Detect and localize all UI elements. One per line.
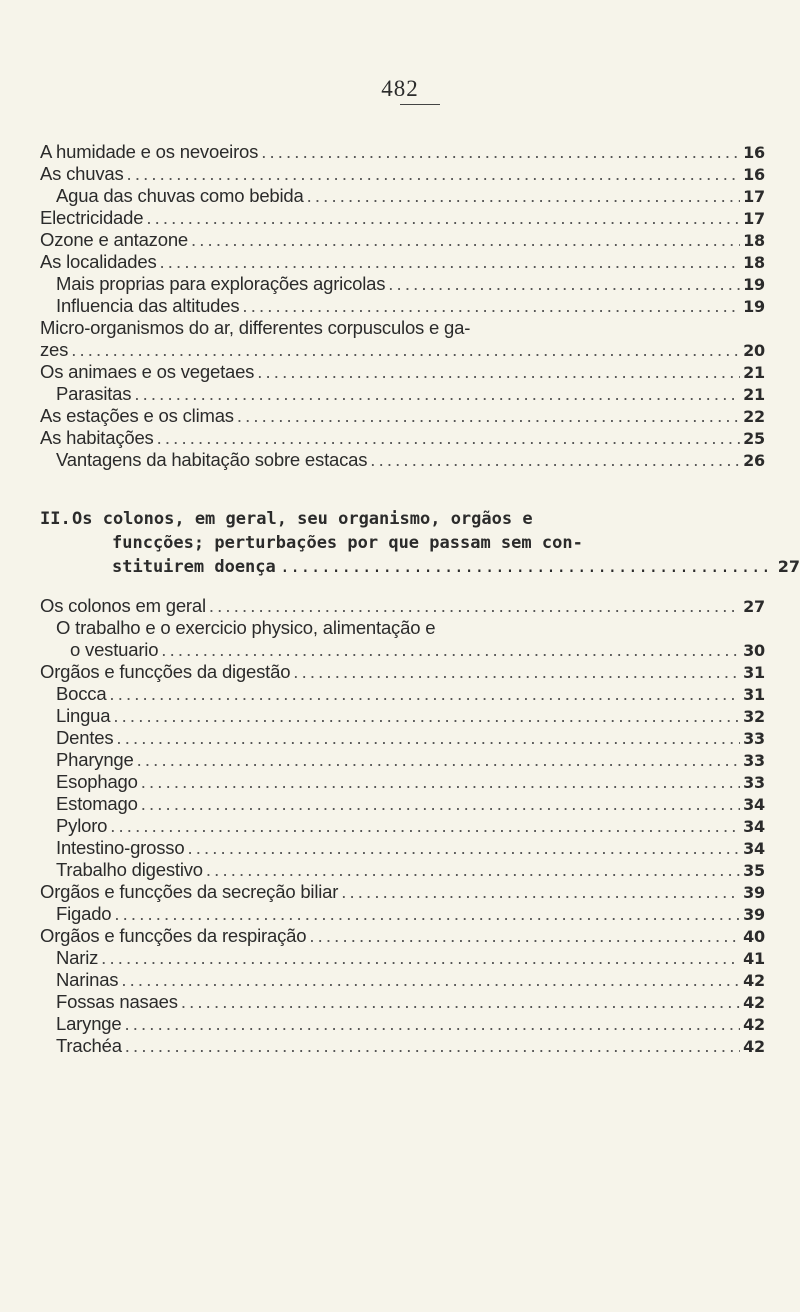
toc-entry-label: O trabalho e o exercicio physico, alimentação e xyxy=(56,617,436,638)
toc-entry xyxy=(40,141,765,163)
leader-dots xyxy=(116,727,740,749)
leader-dots xyxy=(237,405,740,427)
toc-entry-label: Orgãos e funcções da secreção biliar xyxy=(40,881,339,902)
toc-entry xyxy=(56,837,765,859)
toc-entry-label: Micro-organismos do ar, differentes corpusculos e ga- xyxy=(40,317,471,338)
leader-dots xyxy=(161,639,740,661)
leader-dots xyxy=(341,881,740,903)
section-title-line: funcções; perturbações por que passam sem con- xyxy=(112,533,583,553)
section-title-line: stituirem doença xyxy=(112,557,276,577)
leader-dots xyxy=(109,683,740,705)
toc-entry-page: 16 xyxy=(743,165,765,184)
leader-dots xyxy=(141,793,740,815)
toc-entry xyxy=(40,229,765,251)
leader-dots xyxy=(242,295,740,317)
toc-entry-label: Parasitas xyxy=(56,383,132,404)
toc-entry-label: As chuvas xyxy=(40,163,124,184)
toc-entry-label: Os animaes e os vegetaes xyxy=(40,361,255,382)
toc-entry-page: 17 xyxy=(743,209,765,228)
toc-entry-page: 18 xyxy=(743,253,765,272)
toc-entry xyxy=(40,427,765,449)
leader-dots xyxy=(307,185,741,207)
toc-entry-label: Mais proprias para explorações agricolas xyxy=(56,273,386,294)
toc-entry-label: Electricidade xyxy=(40,207,144,228)
toc-entry-label: o vestuario xyxy=(70,639,159,660)
toc-entry xyxy=(56,617,765,639)
toc-entry xyxy=(40,361,765,383)
toc-entry-page: 33 xyxy=(743,729,765,748)
toc-entry-page: 39 xyxy=(743,905,765,924)
section-page: 27 xyxy=(777,557,800,576)
toc-entry xyxy=(70,639,765,661)
leader-dots xyxy=(121,969,740,991)
leader-dots xyxy=(293,661,740,683)
section-heading xyxy=(40,507,800,587)
leader-dots xyxy=(110,815,740,837)
toc-entry xyxy=(56,947,765,969)
toc-entry-label: Trachéa xyxy=(56,1035,122,1056)
leader-dots xyxy=(101,947,740,969)
leader-dots xyxy=(71,339,740,361)
toc-entry-page: 42 xyxy=(743,1015,765,1034)
toc-entry xyxy=(56,683,765,705)
toc-entry-page: 33 xyxy=(743,751,765,770)
toc-entry xyxy=(56,273,765,295)
toc-entry xyxy=(56,1035,765,1057)
toc-entry-page: 42 xyxy=(743,1037,765,1056)
toc-entry-label: As estações e os climas xyxy=(40,405,234,426)
toc-entry xyxy=(56,705,765,727)
toc-entry-page: 19 xyxy=(743,275,765,294)
leader-dots xyxy=(157,427,741,449)
leader-dots xyxy=(187,837,740,859)
toc-entry xyxy=(40,163,765,185)
leader-dots xyxy=(309,925,740,947)
toc-entry-page: 31 xyxy=(743,685,765,704)
toc-entry-page: 32 xyxy=(743,707,765,726)
toc-entry-label: Ozone e antazone xyxy=(40,229,188,250)
leader-dots xyxy=(206,859,740,881)
toc-entry-label: Fossas nasaes xyxy=(56,991,178,1012)
toc-entry-page: 34 xyxy=(743,817,765,836)
toc-entry xyxy=(40,661,765,683)
toc-entry-page: 39 xyxy=(743,883,765,902)
leader-dots xyxy=(137,749,741,771)
toc-entry xyxy=(40,405,765,427)
toc-entry-page: 21 xyxy=(743,385,765,404)
toc-entry-page: 31 xyxy=(743,663,765,682)
leader-dots xyxy=(141,771,740,793)
toc-entry-label: Intestino-grosso xyxy=(56,837,185,858)
leader-dots xyxy=(146,207,740,229)
toc-entry-label: Larynge xyxy=(56,1013,122,1034)
leader-dots xyxy=(134,383,740,405)
toc-entry xyxy=(40,925,765,947)
leader-dots xyxy=(125,1035,740,1057)
toc-entry-page: 20 xyxy=(743,341,765,360)
toc-entry xyxy=(56,859,765,881)
toc-entry-page: 41 xyxy=(743,949,765,968)
leader-dots xyxy=(124,1013,740,1035)
page-number-underline xyxy=(400,104,440,105)
toc-entry-page: 16 xyxy=(743,143,765,162)
leader-dots xyxy=(257,361,740,383)
toc-entry xyxy=(56,185,765,207)
toc-entry xyxy=(56,449,765,471)
toc-entry xyxy=(56,969,765,991)
toc-entry-page: 18 xyxy=(743,231,765,250)
toc-entry-page: 35 xyxy=(743,861,765,880)
toc-entry-label: Vantagens da habitação sobre estacas xyxy=(56,449,368,470)
page-number: 482 xyxy=(381,76,419,101)
leader-dots xyxy=(113,705,740,727)
toc-entry-label: Pyloro xyxy=(56,815,108,836)
toc-entry xyxy=(56,815,765,837)
toc-entry-page: 19 xyxy=(743,297,765,316)
leader-dots xyxy=(160,251,741,273)
toc-entry-label: Bocca xyxy=(56,683,107,704)
toc-entry-page: 26 xyxy=(743,451,765,470)
toc-entry xyxy=(56,991,765,1013)
toc-entry xyxy=(56,295,765,317)
toc-entry-label: Lingua xyxy=(56,705,111,726)
section-number: II. xyxy=(40,509,71,529)
toc-entry-page: 22 xyxy=(743,407,765,426)
toc-entry-label: A humidade e os nevoeiros xyxy=(40,141,259,162)
toc-entry xyxy=(56,749,765,771)
leader-dots xyxy=(261,141,740,163)
toc-entry-label: Orgãos e funcções da digestão xyxy=(40,661,291,682)
leader-dots xyxy=(114,903,740,925)
toc-entry-label: Estomago xyxy=(56,793,138,814)
toc-entry xyxy=(56,793,765,815)
toc-entry-label: Dentes xyxy=(56,727,114,748)
leader-dots xyxy=(127,163,741,185)
toc-entry xyxy=(56,771,765,793)
toc-entry xyxy=(56,383,765,405)
toc-entry-page: 42 xyxy=(743,971,765,990)
toc-entry-label: Figado xyxy=(56,903,112,924)
leader-dots xyxy=(370,449,740,471)
toc-entry-label: Agua das chuvas como bebida xyxy=(56,185,304,206)
leader-dots xyxy=(209,595,740,617)
toc-entry-label: Esophago xyxy=(56,771,138,792)
toc-entry-label: As habitações xyxy=(40,427,154,448)
toc-entry-label: Narinas xyxy=(56,969,119,990)
toc-entry-label: Trabalho digestivo xyxy=(56,859,203,880)
toc-entry xyxy=(40,251,765,273)
leader-dots xyxy=(388,273,740,295)
toc-entry-page: 25 xyxy=(743,429,765,448)
toc-entry xyxy=(40,339,765,361)
toc-entry xyxy=(56,1013,765,1035)
leader-dots xyxy=(181,991,740,1013)
toc-entry xyxy=(40,595,765,617)
leader-dots xyxy=(191,229,740,251)
toc-entry-page: 42 xyxy=(743,993,765,1012)
toc-entry-page: 34 xyxy=(743,839,765,858)
toc-entry-page: 21 xyxy=(743,363,765,382)
section-title-last-line xyxy=(112,555,800,579)
toc-entry-page: 30 xyxy=(743,641,765,660)
toc-entry xyxy=(40,317,765,339)
toc-entry-page: 40 xyxy=(743,927,765,946)
toc-entry xyxy=(40,881,765,903)
toc-entry-label: Influencia das altitudes xyxy=(56,295,240,316)
toc-entry-page: 34 xyxy=(743,795,765,814)
toc-entry xyxy=(56,727,765,749)
toc-entry-label: Orgãos e funcções da respiração xyxy=(40,925,307,946)
toc-entry-label: zes xyxy=(40,339,69,360)
toc-entry-label: Pharynge xyxy=(56,749,134,770)
toc-entry xyxy=(56,903,765,925)
section-title-line: Os colonos, em geral, seu organismo, orgãos e xyxy=(72,509,533,529)
toc-entry-label: Os colonos em geral xyxy=(40,595,206,616)
toc-entry-page: 27 xyxy=(743,597,765,616)
toc-entry xyxy=(40,207,765,229)
toc-entry-label: As localidades xyxy=(40,251,157,272)
toc-entry-page: 33 xyxy=(743,773,765,792)
toc-entry-page: 17 xyxy=(743,187,765,206)
leader-dots xyxy=(280,555,774,579)
toc-entry-label: Nariz xyxy=(56,947,99,968)
